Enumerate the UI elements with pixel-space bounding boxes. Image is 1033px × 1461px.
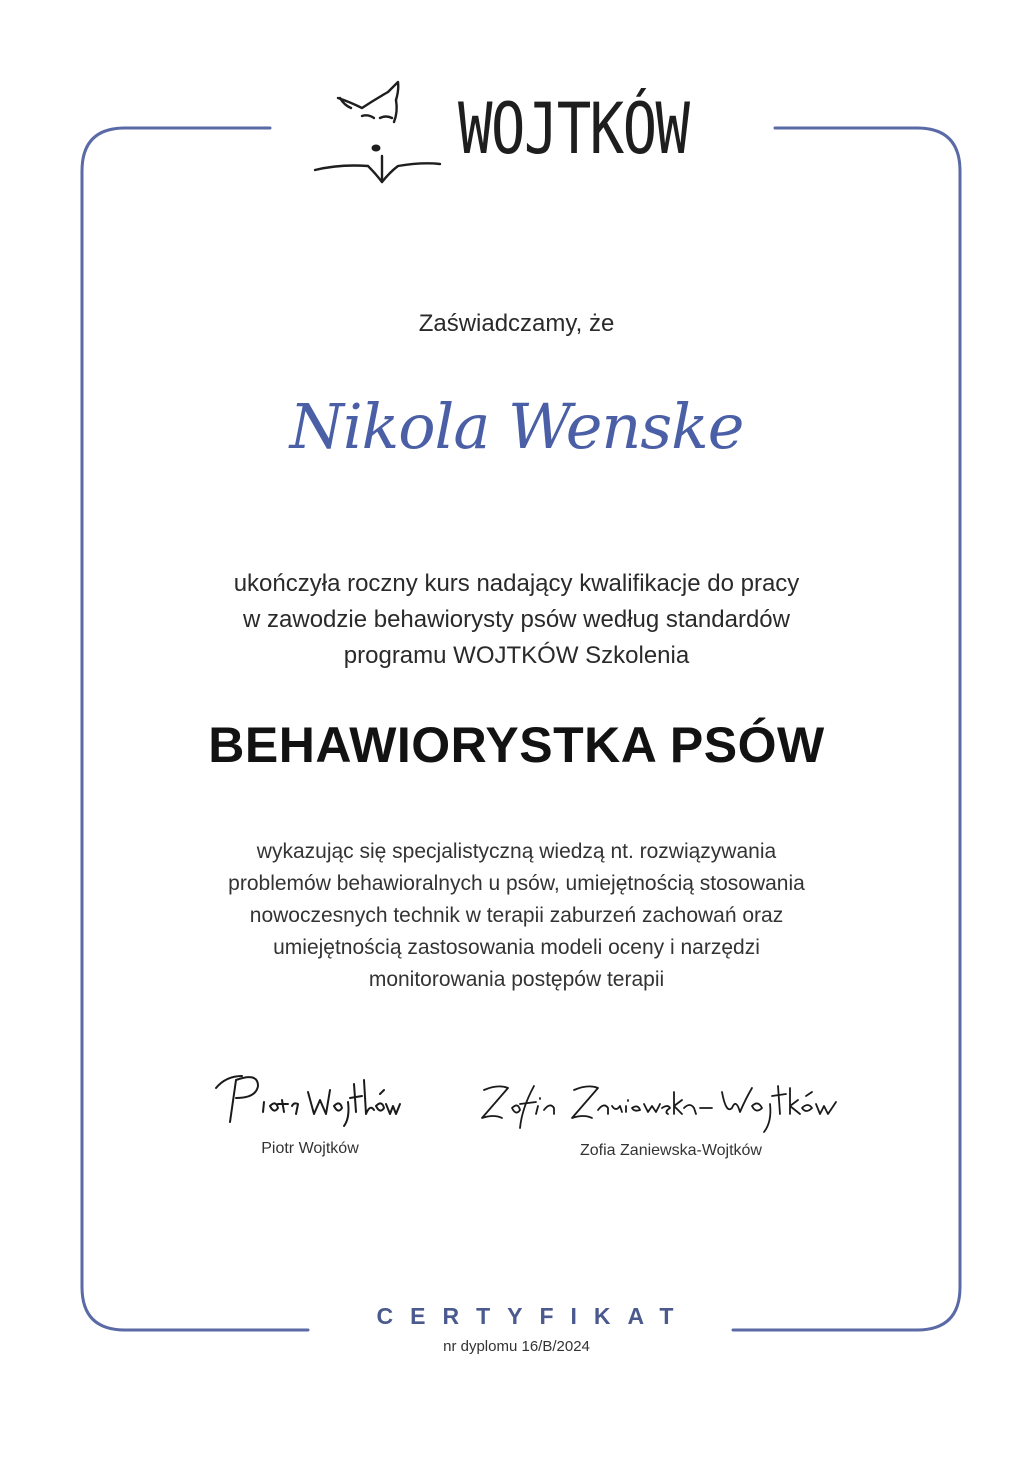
body-line: w zawodzie behawiorysty psów według standardów bbox=[243, 606, 790, 633]
qualification-title: BEHAWIORYSTKA PSÓW bbox=[208, 717, 825, 773]
certificate-details bbox=[0, 836, 1033, 996]
recipient-name: Nikola Wenske bbox=[289, 390, 744, 463]
details-line: nowoczesnych technik w terapii zaburzeń zachowań oraz bbox=[249, 904, 784, 927]
details-line: umiejętnością zastosowania modeli oceny i narzędzi bbox=[273, 936, 760, 959]
dog-reading-book-icon bbox=[310, 78, 450, 188]
signatory-name: Zofia Zaniewska-Wojtków bbox=[580, 1142, 762, 1159]
certificate-body bbox=[0, 566, 1033, 674]
signature-piotr-wojtkow bbox=[212, 1066, 402, 1130]
details-line: monitorowania postępów terapii bbox=[368, 968, 665, 991]
signature-zofia-zaniewska-wojtkow bbox=[474, 1078, 844, 1134]
certificate-intro: Zaświadczamy, że bbox=[418, 310, 615, 337]
brand-logo-text: WOJTKÓW bbox=[458, 88, 689, 170]
details-line: wykazując się specjalistyczną wiedzą nt. rozwiązywania bbox=[256, 840, 777, 863]
details-line: problemów behawioralnych u psów, umiejętnością stosowania bbox=[228, 872, 805, 895]
body-line: ukończyła roczny kurs nadający kwalifikacje do pracy bbox=[233, 570, 800, 597]
signatory-name: Piotr Wojtków bbox=[261, 1140, 359, 1157]
body-line: programu WOJTKÓW Szkolenia bbox=[343, 642, 690, 669]
diploma-number: nr dyplomu 16/B/2024 bbox=[443, 1338, 590, 1355]
certificate-label: CERTYFIKAT bbox=[376, 1303, 691, 1329]
